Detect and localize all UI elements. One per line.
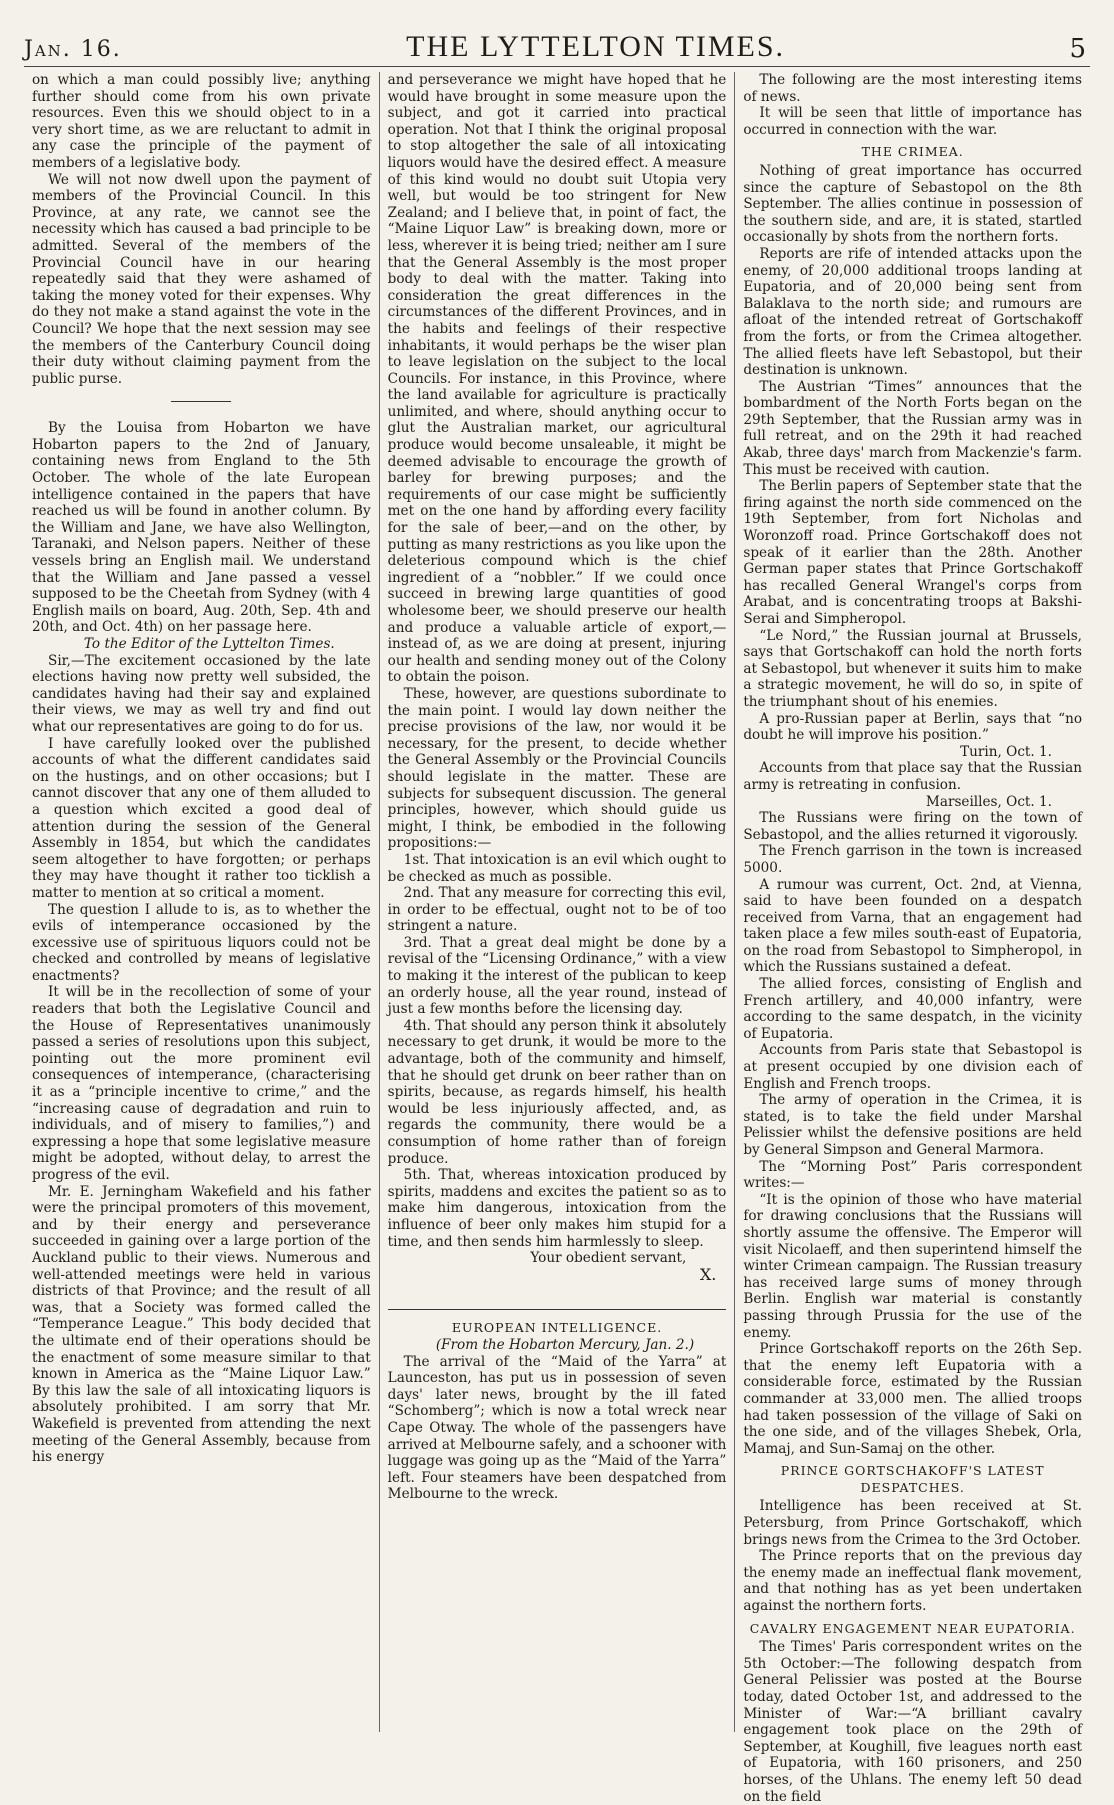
- paragraph: 2nd. That any measure for correcting this evil, in order to be effectual, ought not to be of too stringent a nature.: [387, 885, 727, 935]
- paragraph: A rumour was current, Oct. 2nd, at Vienna, said to have been founded on a despatch received from Varna, that an engagement had taken place a few miles south-east of Eupatoria, on the road from Sebastopol to Simpheropol, in which the Russians sustained a defeat.: [743, 876, 1083, 976]
- masthead: [24, 20, 1090, 67]
- section-title: EUROPEAN INTELLIGENCE.: [388, 1309, 727, 1337]
- paragraph: “It is the opinion of those who have material for drawing conclusions that the Russians will shortly assume the offensive. The Emperor will visit Nicolaeff, and then superintend himself the winter Crimean campaign. The Russian treasury has received large sums of money through Berlin. English war material is constantly passing through Prussia for the use of the enemy.: [743, 1191, 1083, 1341]
- dateline: Turin, Oct. 1.: [960, 743, 1053, 760]
- paragraph: Accounts from that place say that the Russian army is retreating in confusion.: [743, 760, 1083, 793]
- paragraph: The following are the most interesting items of news.: [743, 72, 1083, 105]
- paragraph: 1st. That intoxication is an evil which ought to be checked as much as possible.: [387, 851, 727, 885]
- paragraph: 3rd. That a great deal might be done by a revisal of the “Licensing Ordinance,” with a view to making it the interest of the publican to keep an orderly house, all the year round, instead of just a few months before the licensing day.: [387, 934, 727, 1018]
- newspaper-title: THE LYTTELTON TIMES.: [406, 30, 786, 63]
- paragraph: and perseverance we might have hoped that he would have brought in some measure upon the subject, and got it carried into practical operation. Not that I think the original proposal to stop altogether the sale of all intoxicating liquors would have the desired effect. A measure of this kind would no doubt suit Utopia very well, but would be too stringent for New Zealand; and I believe that, in point of fact, the “Maine Liquor Law” is breaking down, more or less, wherever it is being tried; neither am I sure that the General Assembly is the most proper body to deal with the matter. Taking into consideration the great differences in the circumstances of the different Provinces, and in the habits and feelings of their respective inhabitants, it would perhaps be the wiser plan to leave legislation on the subject to the local Councils. For instance, in this Province, where the land available for agriculture is practically unlimited, and where, should anything occur to glut the Australian market, our agricultural produce would become unsaleable, it might be deemed advisable to encourage the growth of barley for brewing purposes; and the requirements of our case might be sufficiently met on the one hand by affording every facility for the sale of beer,—and on the other, by putting as many restrictions as you like upon the deleterious compound which is the chief ingredient of a “nobbler.” If we could once succeed in brewing large quantities of good wholesome beer, we should preserve our health and produce a valuable article of export,—instead of, as we are doing at present, injuring our health and sending money out of the Colony to obtain the poison.: [387, 72, 727, 686]
- paragraph: The allied forces, consisting of English and French artillery, and 40,000 infantry, were according to the same despatch, in the vicinity of Eupatoria.: [743, 976, 1083, 1042]
- paragraph: A pro-Russian paper at Berlin, says that “no doubt he will improve his position.”: [743, 710, 1083, 744]
- paragraph: Prince Gortschakoff reports on the 26th Sep. that the enemy left Eupatoria with a considerable force, estimated by the Russian commander at 33,000 men. The allied troops had taken possession of the village of Saki on the one side, and of the villages Shebek, Orla, Mamaj, and Sun-Samaj on the other.: [743, 1341, 1083, 1457]
- paragraph: 4th. That should any person think it absolutely necessary to get drunk, it would be more to the advantage, both of the community and himself, that he should get drunk on beer rather than on spirits, because, as regards himself, his health would be less injuriously affected, and, as regards the community, there would be a consumption of home rather than of foreign produce.: [387, 1017, 727, 1167]
- paragraph: The Prince reports that on the previous day the enemy made an ineffectual flank movement, and that nothing has as yet been undertaken against the northern forts.: [743, 1548, 1083, 1615]
- paragraph: It will be seen that little of importance has occurred in connection with the war.: [743, 105, 1083, 138]
- page-number: 5: [1069, 34, 1086, 64]
- paragraph: The Austrian “Times” announces that the bombardment of the North Forts began on the 29th September, that the Russian army was in full retreat, and on the 29th it had reached Akab, three days' march from Mackenzie's farm. This must be received with caution.: [743, 378, 1083, 478]
- paragraph: The Times' Paris correspondent writes on the 5th October:—The following despatch from General Pelissier was posted at the Bourse today, dated October 1st, and addressed to the Minister of War:—“A brilliant cavalry engagement took place on the 29th of September, at Koughill, five leagues north east of Eupatoria, with 160 prisoners, and 250 horses, of the Uhlans. The enemy left 50 dead on the field: [743, 1639, 1083, 1805]
- paragraph: The arrival of the “Maid of the Yarra” at Launceston, has put us in possession of seven days' later news, brought by the ill fated “Schomberg”; which is now a total wreck near Cape Otway. The whole of the passengers have arrived at Melbourne safely, and a schooner with luggage was going up as the “Maid of the Yarra” left. Four steamers have been despatched from Melbourne to the wreck.: [387, 1353, 727, 1503]
- paragraph: I have carefully looked over the published accounts of what the different candidates said on the hustings, and on other occasions; but I cannot discover that any one of them alluded to a question which excited a good deal of attention during the session of the General Assembly in 1854, but which the candidates seem altogether to have forgotten; or perhaps they may have thought it rather too ticklish a matter to mention at so critical a moment.: [32, 735, 371, 901]
- letter-signature: X.: [699, 1264, 717, 1284]
- paragraph: By the Louisa from Hobarton we have Hobarton papers to the 2nd of January, containing news from England to the 5th October. The whole of the late European intelligence contained in the papers that have reached us will be found in another column. By the William and Jane, we have also Wellington, Taranaki, and Nelson papers. Neither of these vessels bring an English mail. We understand that the William and Jane passed a vessel supposed to be the Cheetah from Sydney (with 4 English mails on board, Aug. 20th, Sep. 4th and 20th, and Oct. 4th) on her passage here.: [32, 420, 371, 636]
- paragraph: The army of operation in the Crimea, it is stated, is to take the field under Marshal Pelissier whilst the defensive positions are held by General Simpson and General Marmora.: [743, 1092, 1083, 1158]
- divider: [171, 401, 231, 402]
- paragraph: The question I allude to is, as to whether the evils of intemperance occasioned by the excessive use of spirituous liquors could not be checked and controlled by means of legislative enactments?: [32, 901, 371, 984]
- letter-heading: To the Editor of the Lyttelton Times.: [83, 636, 335, 652]
- issue-date: Jan. 16.: [24, 37, 122, 62]
- paragraph: Intelligence has been received at St. Petersburg, from Prince Gortschakoff, which brings news from the Crimea to the 3rd October.: [743, 1498, 1083, 1548]
- paragraph: The Russians were firing on the town of Sebastopol, and the allies returned it vigorously.: [743, 810, 1083, 843]
- paragraph: Accounts from Paris state that Sebastopol is at present occupied by one division each of English and French troops.: [743, 1042, 1083, 1092]
- section-source: (From the Hobarton Mercury, Jan. 2.): [435, 1336, 695, 1353]
- paragraph: “Le Nord,” the Russian journal at Brussels, says that Gortschakoff can hold the north forts at Sebastopol, but whenever it suits him to make a strategic movement, he will do so, in spite of the triumphant shout of his enemies.: [743, 627, 1083, 710]
- dateline: Marseilles, Oct. 1.: [925, 793, 1053, 810]
- paragraph: Mr. E. Jerningham Wakefield and his father were the principal promoters of this movement, and by their energy and perseverance succeeded in gaining over a large portion of the Auckland public to their views. Numerous and well-attended meetings were held in various districts of that Province; and the result of all was, that a Society was formed called the “Temperance League.” This body decided that the ultimate end of their operations should be the enactment of some measure similar to that known in America as the “Maine Liquor Law.” By this law the sale of all intoxicating liquors is absolutely prohibited. I am sorry that Mr. Wakefield is prevented from attending the next meeting of the General Assembly, because from his energy: [32, 1183, 371, 1466]
- paragraph: 5th. That, whereas intoxication produced by spirits, maddens and excites the patient so as to make him dangerous, intoxication from the influence of beer only makes him stupid for a time, and then sends him harmlessly to sleep.: [387, 1167, 727, 1250]
- paragraph: Nothing of great importance has occurred since the capture of Sebastopol on the 8th September. The allies continue in possession of the southern side, and are, it is stated, startled occasionally by shots from the northern forts.: [743, 162, 1083, 246]
- paragraph: on which a man could possibly live; anything further should come from his own private resources. Even this we should object to in a very short time, as we are reluctant to admit in any case the principle of the payment of members of a legislative body.: [32, 72, 371, 171]
- paragraph: We will not now dwell upon the payment of members of the Provincial Council. In this Province, at any rate, we cannot see the necessity which has caused a bad principle to be admitted. Several of the members of the Provincial Council have in our hearing repeatedly said that they were ashamed of taking the money voted for their expenses. Why do they not make a stand against the vote in the Council? We hope that the next session may see the members of the Canterbury Council doing their duty without claiming payment from the public purse.: [32, 171, 371, 387]
- subheading-crimea: THE CRIMEA.: [861, 144, 964, 160]
- article-columns: [24, 72, 1090, 1805]
- paragraph: The French garrison in the town is increased 5000.: [743, 843, 1083, 876]
- column-2: [379, 72, 735, 1732]
- paragraph: These, however, are questions subordinate to the main point. I would lay down neither the precise provisions of the law, nor would it be necessary, for the present, to decide whether the General Assembly or the Provincial Councils should legislate in the matter. These are subjects for subsequent discussion. The general principles, however, which should guide us might, I think, be embodied in the following propositions:—: [387, 685, 727, 852]
- subheading-despatches: PRINCE GORTSCHAKOFF'S LATEST DESPATCHES.: [780, 1463, 1045, 1495]
- paragraph: The “Morning Post” Paris correspondent writes:—: [743, 1158, 1083, 1192]
- subheading-cavalry: CAVALRY ENGAGEMENT NEAR EUPATORIA.: [749, 1620, 1076, 1636]
- paragraph: It will be in the recollection of some of your readers that both the Legislative Council and the House of Representatives unanimously passed a series of resolutions upon this subject, pointing out the more prominent evil consequences of intemperance, (characterising it as a “principle incentive to crime,” and the “increasing cause of degradation and ruin to individuals, and of misery to families,”) and expressing a hope that some legislative measure might be adopted, without delay, to arrest the progress of the evil.: [32, 984, 371, 1183]
- letter-signoff: Your obedient servant,: [530, 1250, 687, 1267]
- paragraph: Sir,—The excitement occasioned by the late elections having now pretty well subsided, the candidates having had their say and explained their views, we may as well try and find out what our representatives are going to do for us.: [32, 652, 371, 735]
- column-3: [734, 72, 1090, 1805]
- column-1: [24, 72, 379, 1732]
- paragraph: Reports are rife of intended attacks upon the enemy, of 20,000 additional troops landing at Eupatoria, and of 20,000 being sent from Balaklava to the north side; and rumours are afloat of the intended retreat of Gortschakoff from the forts, or from the Crimea altogether. The allied fleets have left Sebastopol, but their destination is unknown.: [743, 245, 1083, 379]
- paragraph: The Berlin papers of September state that the firing against the north side commenced on the 19th September, from fort Nicholas and Woronzoff road. Prince Gortschakoff does not speak of it earlier than the 28th. Another German paper states that Prince Gortschakoff has recalled General Wrangel's corps from Arabat, and is concentrating troops at Bakshi-Serai and Simpheropol.: [743, 478, 1083, 627]
